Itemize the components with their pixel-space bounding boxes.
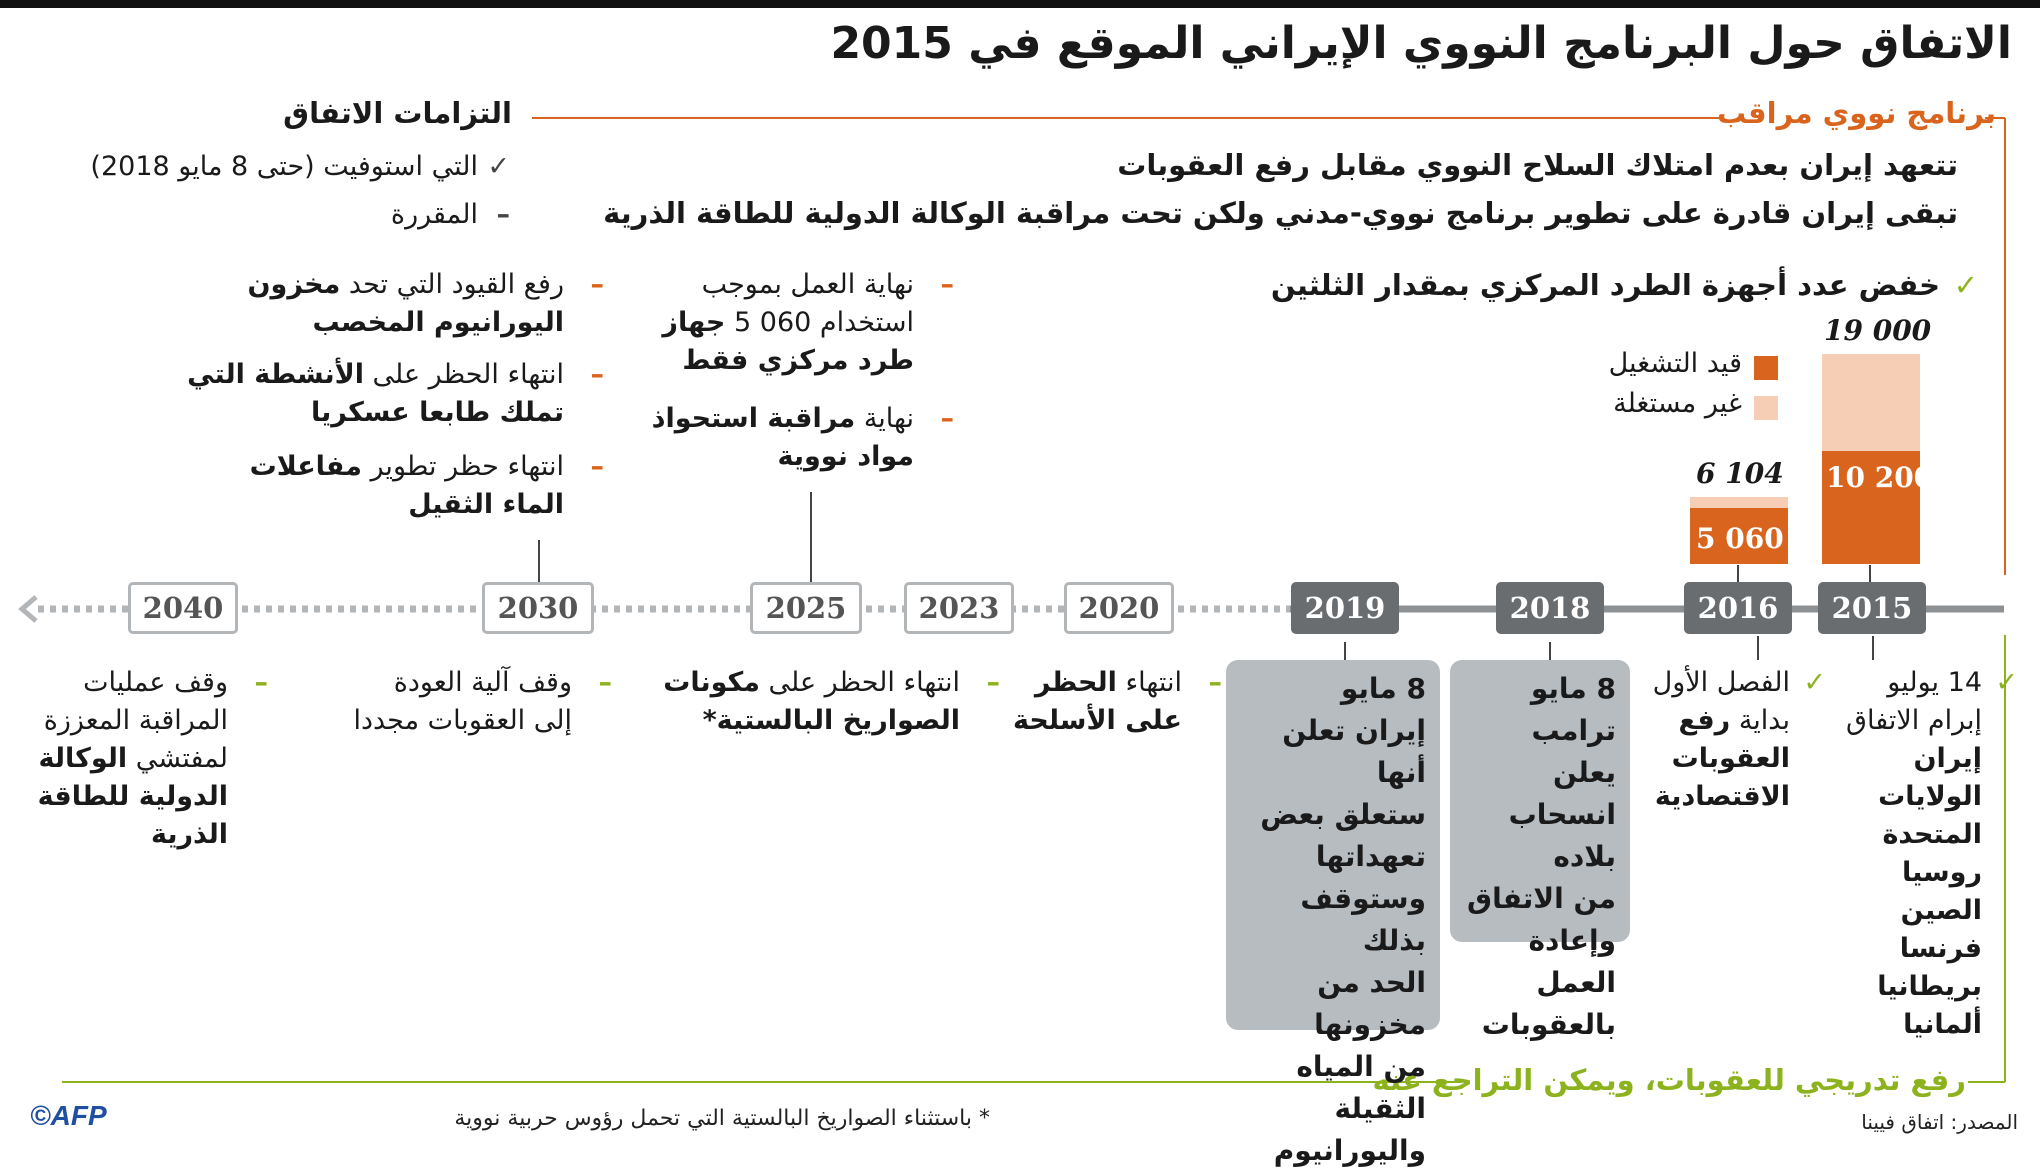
text-fragment: نهاية <box>863 403 914 434</box>
text-fragment: رفع <box>1678 705 1731 736</box>
check-icon: ✓ <box>1995 667 2018 698</box>
text-line: الاقتصادية <box>1654 781 1790 812</box>
item-2020-arms <box>1002 664 1222 740</box>
legend-notused-swatch <box>1754 396 1778 420</box>
dash-icon: – <box>940 403 954 434</box>
commitment-1: تتعهد إيران بعدم امتلاك السلاح النووي مقابل رفع العقوبات <box>1117 148 1958 182</box>
item-2030-snapback <box>312 664 612 740</box>
text-fragment: الأنشطة التي <box>187 359 364 390</box>
text-fragment: مخزون <box>247 269 341 300</box>
text-line: الدولية للطاقة <box>37 781 228 812</box>
text-fragment: استخدام 060 5 <box>733 307 914 338</box>
text-line: إبرام الاتفاق <box>1846 705 1982 736</box>
text-fragment: لمفتشي <box>135 743 228 774</box>
text-line: الحد من مخزونها <box>1314 966 1426 1041</box>
bar-2016-running-label: 5 060 <box>1696 522 1784 555</box>
text-line: إيران تعلن أنها <box>1282 714 1426 789</box>
text-line: وستوقف بذلك <box>1300 882 1426 957</box>
text-line <box>1610 702 1790 740</box>
connector-2030 <box>538 540 540 582</box>
text-fragment: بداية <box>1738 705 1790 736</box>
text-line <box>614 400 914 438</box>
text-line: إيران <box>1913 743 1982 774</box>
item-2015-agreement <box>1812 664 2018 1044</box>
dash-icon: – <box>254 667 268 698</box>
year-2040: 2040 <box>128 582 238 634</box>
text-fragment: الحظر <box>1034 667 1117 698</box>
text-line: ترامب يعلن <box>1531 714 1616 789</box>
legend-running-swatch <box>1754 356 1778 380</box>
year-2025: 2025 <box>750 582 862 634</box>
check-icon: ✓ <box>1953 268 1978 302</box>
text-fragment: تملك طابعا عسكريا <box>311 397 564 428</box>
source-note: المصدر: اتفاق فيينا <box>1861 1110 2018 1134</box>
text-line: المتحدة <box>1882 819 1982 850</box>
text-line: العقوبات <box>1671 743 1790 774</box>
text-line: روسيا <box>1901 857 1982 888</box>
legend-fulfilled-label: التي استوفيت (حتى 8 مايو 2018) <box>90 151 478 182</box>
check-icon: ✓ <box>487 151 510 182</box>
text-fragment: انتهاء الحظر على <box>372 359 564 390</box>
text-fragment: انتهاء الحظر على <box>768 667 960 698</box>
item-2016-sanctions <box>1610 664 1826 816</box>
event-date: 8 مايو <box>1530 672 1616 705</box>
text-fragment: الماء الثقيل <box>408 489 564 520</box>
text-line: المراقبة المعززة <box>43 705 228 736</box>
section-monitored-label: برنامج نووي مراقب <box>1716 96 1996 130</box>
centrifuge-headline-text: خفض عدد أجهزة الطرد المركزي بمقدار الثلثين <box>1270 268 1940 302</box>
commitment-2: تبقى إيران قادرة على تطوير برنامج نووي-مدني ولكن تحت مراقبة الوكالة الدولية للطاقة الذرية <box>603 196 1958 230</box>
text-fragment: اليورانيوم المخصب <box>312 307 564 338</box>
text-line: من المياه الثقيلة <box>1296 1050 1426 1125</box>
text-line: تعهداتها <box>1315 840 1426 873</box>
legend-fulfilled <box>90 148 510 186</box>
text-fragment: طرد مركزي فقط <box>682 345 914 376</box>
item-2030-stockpile <box>184 266 604 342</box>
dash-icon: – <box>598 667 612 698</box>
year-2015: 2015 <box>1818 582 1926 634</box>
item-2030-military <box>184 356 604 432</box>
legend-title: التزامات الاتفاق <box>283 96 512 130</box>
event-box-2018 <box>1450 660 1630 1041</box>
text-fragment: انتهاء <box>1125 667 1182 698</box>
text-line: ستعلق بعض <box>1260 798 1426 831</box>
text-line <box>184 304 564 342</box>
text-line: الصين <box>1900 895 1982 926</box>
text-line <box>614 304 914 342</box>
text-line <box>184 448 564 486</box>
year-2016: 2016 <box>1684 582 1792 634</box>
item-2030-heavywater <box>184 448 604 524</box>
legend-planned-label: المقررة <box>390 199 478 230</box>
text-line: الصواريخ البالستية* <box>702 705 960 736</box>
text-line <box>640 664 960 702</box>
text-line: الفصل الأول <box>1652 667 1790 698</box>
text-fragment: مفاعلات <box>249 451 362 482</box>
text-line: وإعادة العمل <box>1528 924 1616 999</box>
page-title: الاتفاق حول البرنامج النووي الإيراني الموقع في 2015 <box>830 18 2012 69</box>
dash-icon: – <box>590 269 604 300</box>
text-line: إلى العقوبات مجددا <box>353 705 572 736</box>
footnote: * باستثناء الصواريخ البالستية التي تحمل رؤوس حربية نووية <box>454 1106 990 1131</box>
legend-running-label: قيد التشغيل <box>1608 348 1742 379</box>
text-line: الذرية <box>150 819 228 850</box>
text-line: واليورانيوم <box>1273 1134 1426 1167</box>
text-line <box>1002 664 1182 702</box>
text-fragment: مراقبة استحواذ <box>651 403 856 434</box>
text-line <box>184 266 564 304</box>
dash-icon: – <box>940 269 954 300</box>
text-fragment: مواد نووية <box>777 441 914 472</box>
text-line: انسحاب بلاده <box>1508 798 1616 873</box>
afp-logo: ©AFP <box>30 1100 107 1131</box>
text-fragment: جهاز <box>662 307 726 338</box>
section-sanctions-label: رفع تدريجي للعقوبات، ويمكن التراجع عنه <box>1372 1063 1966 1097</box>
event-date: 8 مايو <box>1340 672 1426 705</box>
check-icon: ✓ <box>1803 667 1826 698</box>
item-2025-centrifuges <box>614 266 954 380</box>
legend-notused-label: غير مستغلة <box>1613 388 1742 419</box>
bar-2016-total-label: 6 104 <box>1696 457 1784 490</box>
year-2020: 2020 <box>1064 582 1174 634</box>
text-line: الولايات <box>1878 781 1982 812</box>
year-2019: 2019 <box>1291 582 1399 634</box>
text-line <box>614 438 914 476</box>
connector-2025 <box>810 492 812 582</box>
text-line: نهاية العمل بموجب <box>701 269 914 300</box>
dash-icon: – <box>590 451 604 482</box>
dash-icon: – <box>496 199 510 230</box>
centrifuge-headline <box>1270 268 1978 302</box>
event-box-2019 <box>1226 660 1440 1167</box>
text-fragment: انتهاء حظر تطوير <box>370 451 564 482</box>
item-2023-missiles <box>640 664 1000 740</box>
text-line: ألمانيا <box>1903 1009 1982 1040</box>
bar-2015-running-label: 10 200 <box>1826 461 1934 494</box>
text-line: وقف عمليات <box>83 667 228 698</box>
text-line <box>28 740 228 778</box>
text-fragment: رفع القيود التي تحد <box>348 269 564 300</box>
year-2018: 2018 <box>1496 582 1604 634</box>
text-line: بريطانيا <box>1877 971 1982 1002</box>
year-2023: 2023 <box>904 582 1014 634</box>
text-line <box>184 486 564 524</box>
text-line: بالعقوبات <box>1481 1008 1616 1041</box>
text-line: على الأسلحة <box>1013 705 1182 736</box>
dash-icon: – <box>1208 667 1222 698</box>
text-line <box>184 394 564 432</box>
text-line <box>614 342 914 380</box>
text-line: فرنسا <box>1899 933 1982 964</box>
bar-2015-total-label: 19 000 <box>1824 314 1932 347</box>
text-line: وقف آلية العودة <box>393 667 572 698</box>
text-line: 14 يوليو <box>1887 667 1982 698</box>
item-2025-monitoring <box>614 400 954 476</box>
dash-icon: – <box>986 667 1000 698</box>
text-line: من الاتفاق <box>1467 882 1616 915</box>
item-2040-monitoring <box>28 664 268 854</box>
year-2030: 2030 <box>482 582 594 634</box>
text-fragment: مكونات <box>663 667 760 698</box>
text-line <box>184 356 564 394</box>
legend-planned <box>390 196 510 234</box>
text-fragment: الوكالة <box>38 743 128 774</box>
dash-icon: – <box>590 359 604 390</box>
